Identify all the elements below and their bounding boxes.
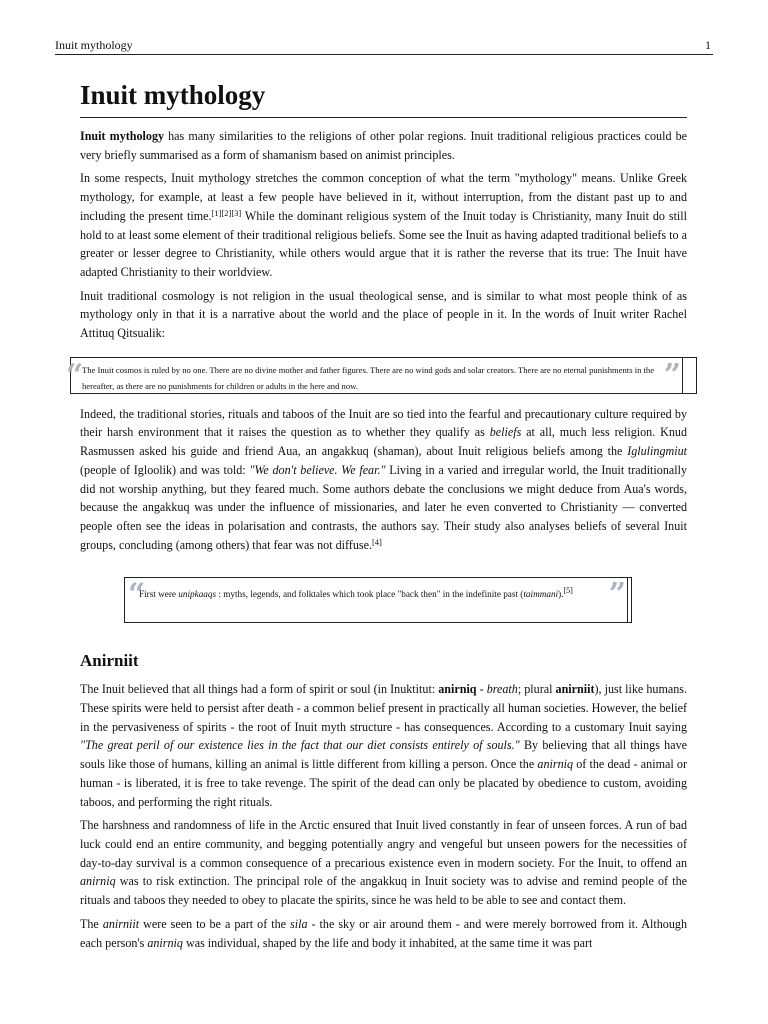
paragraph-text: was to risk extinction. The principal role of the angakkuq in Inuit society was to advise and remind people of the rituals and taboos they needed to obey to placate the spirits, since he was held to be able to see and contact them. [80, 874, 687, 908]
paragraph-text: Indeed, the traditional stories, rituals and taboos of the Inuit are so tied into the fearful and precautionary culture required by their harsh environment that it raises the question as to whether they qualify as [80, 406, 687, 440]
section-heading: Anirniit [80, 651, 139, 671]
quote-text-part: ). [558, 589, 564, 600]
paragraph-text: Living in a varied and irregular world, the Inuit traditionally did not worship anything, but they feared much. Some authors debate the conclusions we might deduce from Aua's words, because the angakkuq was under the influence of missionaries, and later he even converted to Christianity — converted people often see the ideas in polarisation and contrasts, the authors say. Their study also analyses beliefs of several Inuit groups, concluding (among others) that fear was not diffuse. [80, 462, 688, 552]
paragraph-text: (people of Igloolik) and was told: [80, 462, 250, 477]
paragraph-mythology-scope [80, 169, 687, 281]
paragraph-sila [80, 915, 687, 952]
close-quote-icon: ” [608, 577, 626, 613]
quote-text [139, 587, 573, 601]
close-quote-icon: ” [663, 357, 681, 393]
quote-emphasis: taimmani [523, 589, 559, 600]
citation-ref[interactable]: [5] [563, 586, 573, 596]
paragraph-cosmology: Inuit traditional cosmology is not religion in the usual theological sense, and is similar to what most people think of as mythology only in that it is a narrative about the world and the place of people in it. In the words of Inuit writer Rachel Attituq Qitsualik: [80, 288, 687, 341]
intro-text: has many similarities to the religions of other polar regions. Inuit traditional religious practices could be very briefly summarised as a form of shamanism based on animist principles. [80, 129, 687, 162]
bold-term: anirniq [438, 682, 477, 697]
quote-divider [627, 577, 628, 623]
intro-paragraph [80, 127, 687, 164]
paragraph-arctic-life [80, 816, 687, 910]
blockquote-qitsualik [66, 357, 697, 394]
paragraph-text: In some respects, Inuit mythology stretches the common conception of what the term "mythology" means. Unlike Greek mythology, for example, at least a few people have believed in it, without interruption, from the distant past up to and including the present time. [80, 171, 687, 223]
open-quote-icon: “ [66, 357, 84, 393]
quote-text-part: : myths, legends, and folktales which took place "back then" in the indefinite past ( [216, 589, 524, 600]
emphasis: anirniq [147, 935, 183, 950]
bold-term: anirniit [555, 682, 595, 697]
citation-ref[interactable]: [4] [371, 536, 382, 547]
paragraph-fear [80, 405, 687, 555]
intro-bold-term: Inuit mythology [80, 129, 165, 143]
emphasis: sila [290, 916, 308, 931]
running-header [55, 38, 713, 55]
emphasis-iglulingmiut: Iglulingmiut [627, 444, 687, 459]
emphasis: breath [486, 682, 518, 697]
emphasis-quote-aua: "We don't believe. We fear." [249, 462, 386, 477]
paragraph-text: - the sky or air around them - and were merely borrowed from it. Although each person's [80, 916, 687, 950]
paragraph-text: The [80, 916, 103, 931]
paragraph-text: was individual, shaped by the life and body it inhabited, at the same time it was part [182, 935, 593, 950]
emphasis-beliefs: beliefs [489, 425, 522, 440]
page-number: 1 [705, 38, 711, 52]
paragraph-text: By believing that all things have souls like those of humans, killing an animal is little different from killing a person. Once the [80, 738, 687, 772]
paragraph-text: The Inuit believed that all things had a form of spirit or soul (in Inuktitut: [80, 682, 439, 697]
paragraph-text: - [476, 682, 487, 697]
paragraph-text: ), just like humans. These spirits were held to persist after death - a common belief present in practically all human societies. However, the belief in the pervasiveness of spirits - the root of Inuit myth structure - has consequences. According to a customary Inuit saying [80, 682, 687, 734]
paragraph-text: While the dominant religious system of the Inuit today is Christianity, many Inuit do still hold to at least some element of their traditional religious beliefs. Some see the Inuit as having adapted traditional beliefs to a greater or lesser degree to Christianity, while others would argue that it is rather the reverse that its true: The Inuit have adapted Christianity to their worldview. [80, 208, 688, 279]
open-quote-icon: “ [128, 577, 146, 613]
paragraph-text: of the dead - animal or human - is liberated, it is free to take revenge. The spirit of the dead can only be placated by obedience to custom, avoiding taboos, and performing the right rituals. [80, 757, 687, 809]
section-anirniit [80, 650, 687, 952]
emphasis: anirniq [80, 874, 116, 889]
quote-text-part: First were [139, 589, 179, 600]
paragraph-text: were seen to be a part of the [139, 916, 291, 931]
blockquote-unipkaaqs [124, 577, 632, 623]
article-title: Inuit mythology [80, 78, 687, 118]
article-body [66, 78, 688, 952]
paragraph-text: The harshness and randomness of life in the Arctic ensured that Inuit lived constantly in fear of unseen forces. A run of bad luck could end an entire community, and begging potentially angry and vengeful but unseen powers for the necessities of day-to-day survival is a common consequence of a precarious existence even in modern society. For the Inuit, to offend an [80, 818, 687, 870]
paragraph-text: ; plural [517, 682, 556, 697]
running-title: Inuit mythology [55, 38, 133, 52]
emphasis-saying: "The great peril of our existence lies in the fact that our diet consists entirely of souls." [80, 738, 520, 753]
paragraph-spirits [80, 680, 687, 811]
quote-text: The Inuit cosmos is ruled by no one. There are no divine mother and father figures. There are no wind gods and solar creators. There are no eternal punishments in the hereafter, as there are no punishments for children or adults in the here and now. [82, 364, 655, 391]
emphasis: anirniit [102, 916, 140, 931]
citation-refs[interactable]: [1][2][3] [211, 207, 242, 218]
quote-emphasis: unipkaaqs [178, 589, 217, 600]
emphasis: anirniq [537, 757, 574, 772]
paragraph-text: at all, much less religion. Knud Rasmussen asked his guide and friend Aua, an angakkuq (shaman), about Inuit religious beliefs among the [80, 425, 687, 459]
quote-divider [682, 357, 683, 394]
